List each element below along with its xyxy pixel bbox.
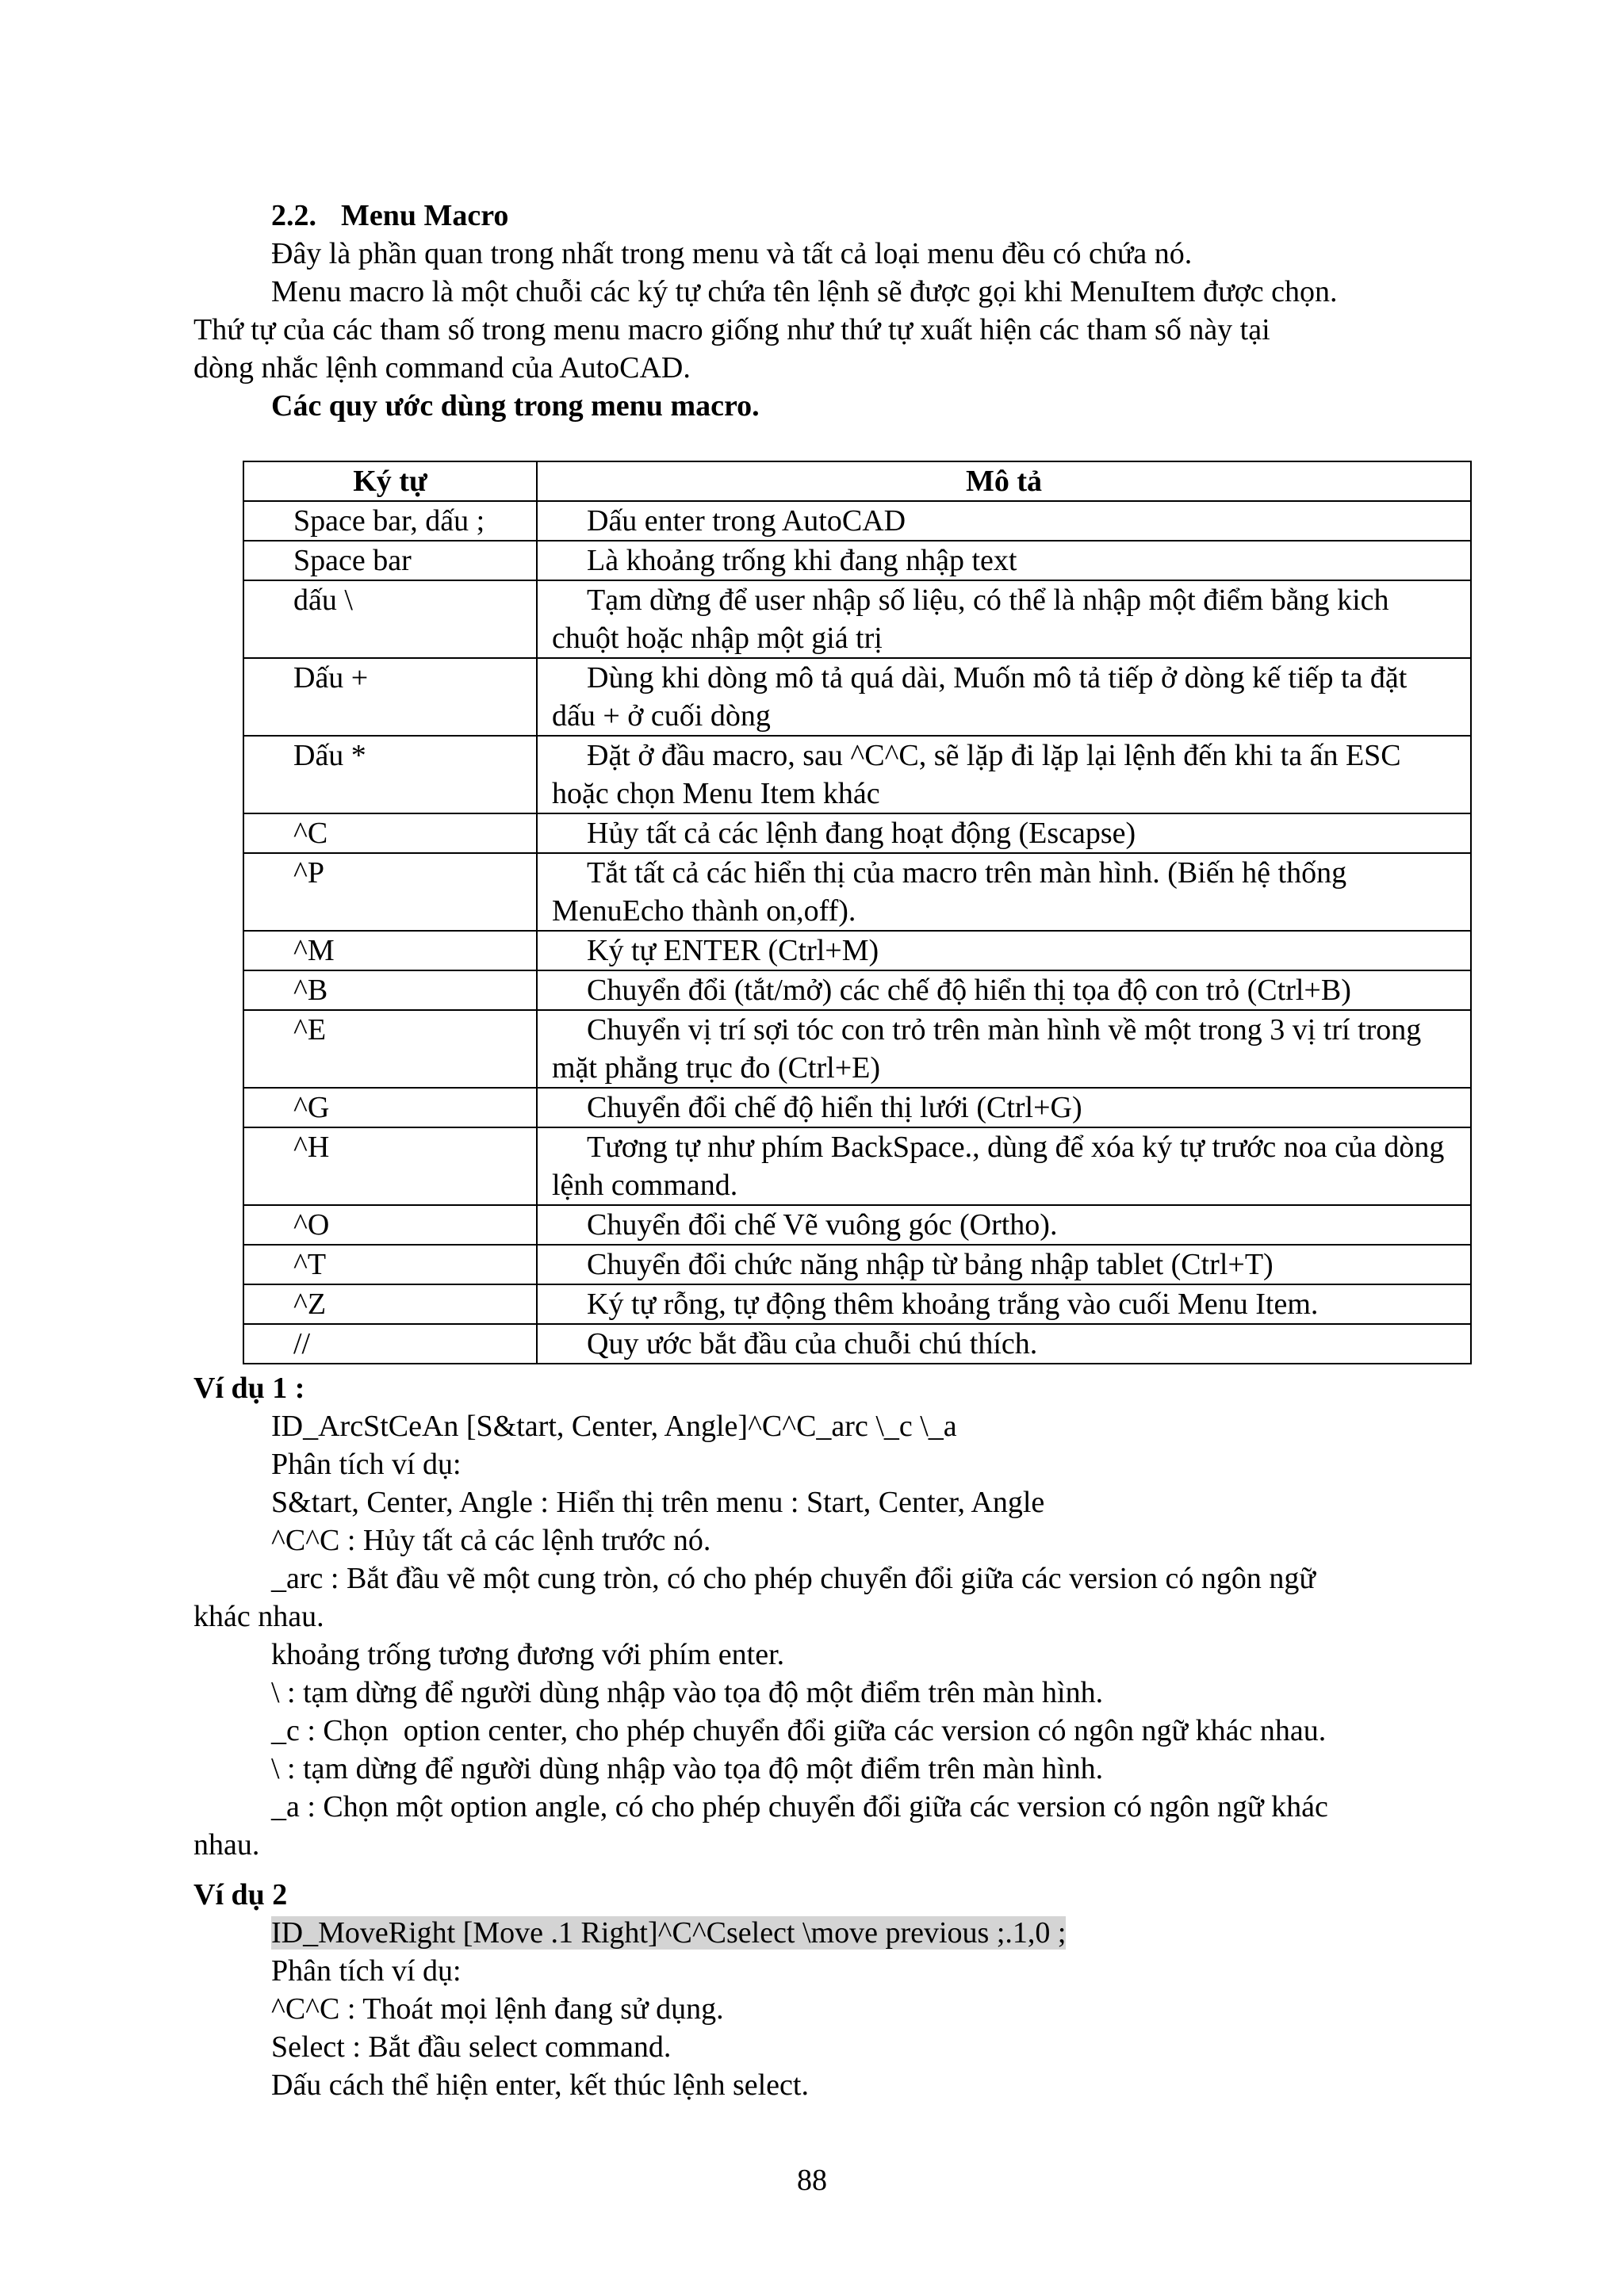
analysis-line: _c : Chọn option center, cho phép chuyển đổi giữa các version có ngôn ngữ khác nhau. bbox=[271, 1714, 1327, 1747]
section-number: 2.2. bbox=[271, 199, 316, 232]
example-2-heading: Ví dụ 2 bbox=[193, 1878, 288, 1911]
example-1-code: ID_ArcStCeAn [S&tart, Center, Angle]^C^C_arc \_c \_a bbox=[271, 1410, 957, 1443]
cell-key: // bbox=[243, 1324, 537, 1364]
cell-key: ^P bbox=[243, 853, 537, 931]
cell-description bbox=[537, 501, 1471, 541]
analysis-line: \ : tạm dừng để người dùng nhập vào tọa độ một điểm trên màn hình. bbox=[271, 1676, 1104, 1709]
cell-description bbox=[537, 580, 1471, 658]
analysis-line: _arc : Bắt đầu vẽ một cung tròn, có cho phép chuyển đổi giữa các version có ngôn ngữ bbox=[271, 1562, 1316, 1595]
table-row bbox=[243, 541, 1471, 580]
table-row bbox=[243, 1010, 1471, 1088]
cell-key: Space bar, dấu ; bbox=[243, 501, 537, 541]
cell-description-text: Dấu enter trong AutoCAD bbox=[587, 504, 906, 538]
example-2 bbox=[193, 1876, 1478, 2104]
analysis-line: Dấu cách thể hiện enter, kết thúc lệnh select. bbox=[271, 2068, 809, 2102]
cell-description bbox=[537, 541, 1471, 580]
cell-description-text: Quy ước bắt đầu của chuỗi chú thích. bbox=[587, 1327, 1038, 1360]
table-row bbox=[243, 970, 1471, 1010]
section-title: Menu Macro bbox=[341, 199, 509, 232]
cell-key: ^E bbox=[243, 1010, 537, 1088]
cell-description bbox=[537, 931, 1471, 970]
cell-key: ^O bbox=[243, 1205, 537, 1245]
analysis-line: ^C^C : Hủy tất cả các lệnh trước nó. bbox=[271, 1524, 711, 1557]
table-row bbox=[243, 1245, 1471, 1284]
cell-description-text: Tạm dừng để user nhập số liệu, có thể là nhập một điểm bằng kich chuột hoặc nhập một giá trị bbox=[552, 584, 1389, 655]
cell-description bbox=[537, 1088, 1471, 1127]
paragraph: dòng nhắc lệnh command của AutoCAD. bbox=[193, 351, 691, 385]
column-header-description: Mô tả bbox=[537, 461, 1471, 501]
analysis-line: ^C^C : Thoát mọi lệnh đang sử dụng. bbox=[271, 1992, 724, 2026]
cell-description-text: Ký tự rỗng, tự động thêm khoảng trắng vào cuối Menu Item. bbox=[587, 1288, 1319, 1321]
cell-key: ^T bbox=[243, 1245, 537, 1284]
cell-description-text: Chuyển đổi chế độ hiển thị lưới (Ctrl+G) bbox=[587, 1091, 1082, 1124]
cell-key: ^Z bbox=[243, 1284, 537, 1324]
cell-description-text: Chuyển đổi chức năng nhập từ bảng nhập tablet (Ctrl+T) bbox=[587, 1248, 1274, 1281]
cell-key: ^G bbox=[243, 1088, 537, 1127]
table-row bbox=[243, 813, 1471, 853]
cell-key: ^B bbox=[243, 970, 537, 1010]
cell-description-text: Chuyển đổi chế Vẽ vuông góc (Ortho). bbox=[587, 1208, 1058, 1242]
cell-description-text: Chuyển đổi (tắt/mở) các chế độ hiển thị tọa độ con trỏ (Ctrl+B) bbox=[587, 974, 1351, 1007]
cell-key: Dấu + bbox=[243, 658, 537, 736]
table-row bbox=[243, 580, 1471, 658]
cell-description bbox=[537, 853, 1471, 931]
cell-description bbox=[537, 1010, 1471, 1088]
analysis-line: khác nhau. bbox=[193, 1600, 324, 1633]
table-row bbox=[243, 501, 1471, 541]
table-row bbox=[243, 1205, 1471, 1245]
table-body bbox=[243, 501, 1471, 1364]
cell-description-text: Ký tự ENTER (Ctrl+M) bbox=[587, 934, 879, 967]
paragraph: Thứ tự của các tham số trong menu macro giống như thứ tự xuất hiện các tham số này tại bbox=[193, 313, 1270, 346]
cell-description-text: Đặt ở đầu macro, sau ^C^C, sẽ lặp đi lặp lại lệnh đến khi ta ấn ESC hoặc chọn Menu Item khác bbox=[552, 739, 1401, 810]
cell-description-text: Tắt tất cả các hiển thị của macro trên màn hình. (Biến hệ thống MenuEcho thành on,off). bbox=[552, 856, 1347, 928]
cell-description bbox=[537, 1324, 1471, 1364]
cell-description-text: Chuyển vị trí sợi tóc con trỏ trên màn hình về một trong 3 vị trí trong mặt phẳng trục đo (Ctrl+E) bbox=[552, 1013, 1422, 1085]
cell-description bbox=[537, 970, 1471, 1010]
cell-description bbox=[537, 1127, 1471, 1205]
example-1 bbox=[193, 1369, 1478, 1864]
example-2-code-line bbox=[193, 1914, 1478, 1952]
table-row bbox=[243, 658, 1471, 736]
cell-description-text: Tương tự như phím BackSpace., dùng để xóa ký tự trước noa của dòng lệnh command. bbox=[552, 1131, 1445, 1202]
table-row bbox=[243, 1284, 1471, 1324]
table-row bbox=[243, 736, 1471, 813]
page-number: 88 bbox=[797, 2164, 827, 2197]
analysis-line: Select : Bắt đầu select command. bbox=[271, 2030, 672, 2064]
conventions-table bbox=[243, 461, 1472, 1364]
paragraph: Menu macro là một chuỗi các ký tự chứa tên lệnh sẽ được gọi khi MenuItem được chọn. bbox=[271, 275, 1338, 308]
cell-key: Space bar bbox=[243, 541, 537, 580]
cell-key: Dấu * bbox=[243, 736, 537, 813]
section-intro bbox=[193, 197, 1478, 425]
conventions-heading: Các quy ước dùng trong menu macro. bbox=[271, 389, 760, 423]
cell-description bbox=[537, 658, 1471, 736]
table-row bbox=[243, 1324, 1471, 1364]
analysis-line: nhau. bbox=[193, 1828, 260, 1862]
table-header-row bbox=[243, 461, 1471, 501]
cell-description bbox=[537, 736, 1471, 813]
table-row bbox=[243, 1127, 1471, 1205]
table-row bbox=[243, 1088, 1471, 1127]
table-row bbox=[243, 853, 1471, 931]
cell-description-text: Hủy tất cả các lệnh đang hoạt động (Escapse) bbox=[587, 817, 1136, 850]
cell-description bbox=[537, 1205, 1471, 1245]
example-2-code: ID_MoveRight [Move .1 Right]^C^Cselect \move previous ;.1,0 ; bbox=[271, 1916, 1067, 1950]
cell-key: ^M bbox=[243, 931, 537, 970]
section-heading bbox=[193, 197, 1478, 235]
table-row bbox=[243, 931, 1471, 970]
column-header-key: Ký tự bbox=[243, 461, 537, 501]
analysis-label: Phân tích ví dụ: bbox=[271, 1448, 462, 1481]
analysis-line: _a : Chọn một option angle, có cho phép chuyển đổi giữa các version có ngôn ngữ khác bbox=[271, 1790, 1328, 1823]
cell-key: dấu \ bbox=[243, 580, 537, 658]
cell-description bbox=[537, 1284, 1471, 1324]
example-1-heading: Ví dụ 1 : bbox=[193, 1372, 305, 1405]
paragraph: Đây là phần quan trong nhất trong menu và tất cả loại menu đều có chứa nó. bbox=[271, 237, 1193, 270]
cell-description bbox=[537, 813, 1471, 853]
cell-description-text: Dùng khi dòng mô tả quá dài, Muốn mô tả tiếp ở dòng kế tiếp ta đặt dấu + ở cuối dòng bbox=[552, 661, 1408, 733]
cell-key: ^H bbox=[243, 1127, 537, 1205]
analysis-line: khoảng trống tương đương với phím enter. bbox=[271, 1638, 785, 1671]
cell-key: ^C bbox=[243, 813, 537, 853]
cell-description bbox=[537, 1245, 1471, 1284]
cell-description-text: Là khoảng trống khi đang nhập text bbox=[587, 544, 1017, 577]
analysis-line: S&tart, Center, Angle : Hiển thị trên menu : Start, Center, Angle bbox=[271, 1486, 1045, 1519]
analysis-line: \ : tạm dừng để người dùng nhập vào tọa độ một điểm trên màn hình. bbox=[271, 1752, 1104, 1785]
analysis-label: Phân tích ví dụ: bbox=[271, 1954, 462, 1988]
